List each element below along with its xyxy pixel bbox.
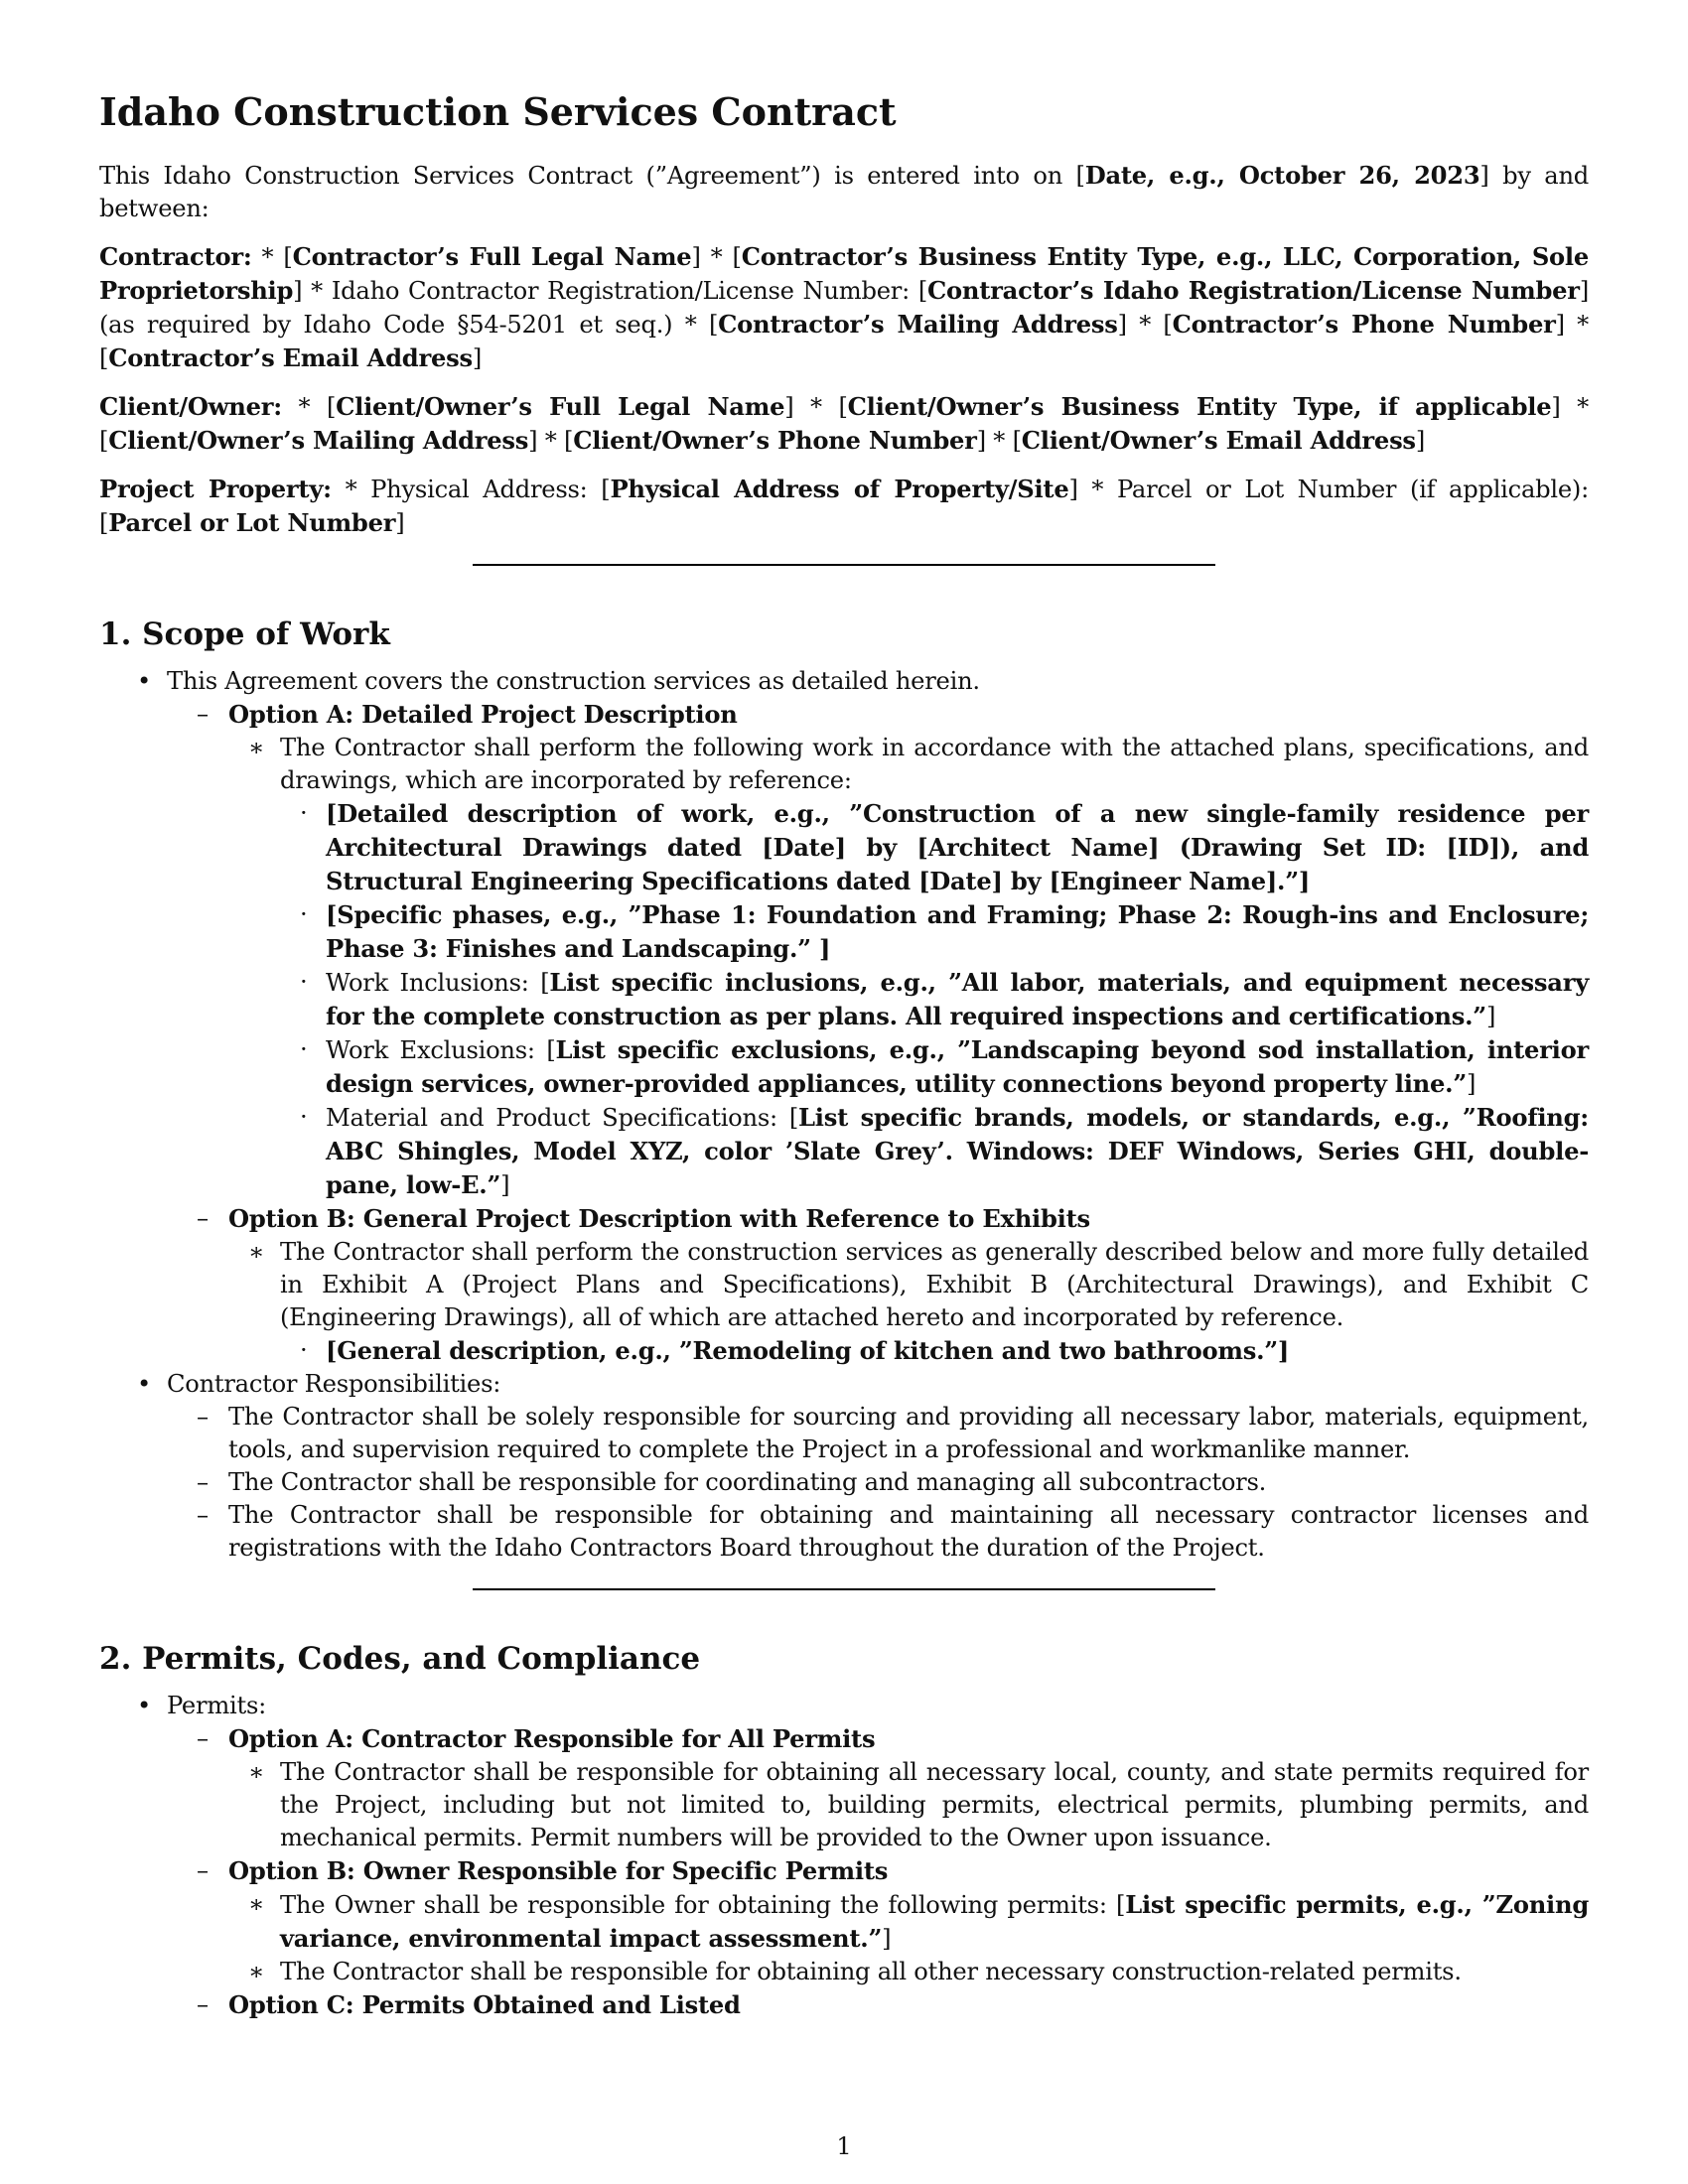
list-item bbox=[99, 1202, 1589, 1236]
star-marker: ∗ bbox=[248, 1958, 265, 1985]
option-title: Option A: Detailed Project Description bbox=[228, 700, 738, 729]
contract-page bbox=[99, 87, 1589, 2022]
list-item: – The Contractor shall be responsible for obtaining and maintaining all necessary contractor licenses and registrations with the Idaho Contractors Board throughout the duration of the Project. bbox=[197, 1501, 1589, 1562]
dash-marker: – bbox=[197, 1403, 209, 1431]
client-entity: Client/Owner’s Business Entity Type, if applicable bbox=[847, 392, 1552, 421]
dash-marker: – bbox=[197, 700, 209, 728]
list-item: · Work Inclusions: [List specific inclusions, e.g., ”All labor, materials, and equipment necessary for the complete construction as per plans. All required inspections and certifications.”] bbox=[300, 968, 1590, 1030]
list-item: • Permits: bbox=[99, 1690, 1589, 1722]
client-name: Client/Owner’s Full Legal Name bbox=[336, 392, 785, 421]
contractor-email: Contractor’s Email Address bbox=[108, 343, 473, 372]
bullet-marker: • bbox=[137, 1692, 152, 1719]
client-label: Client/Owner: bbox=[99, 392, 282, 421]
list-item: · Work Exclusions: [List specific exclusions, e.g., ”Landscaping beyond sod installation, interior design services, owner-provided appliances, utility connections beyond property line.”] bbox=[300, 1035, 1589, 1098]
list-item: • Contractor Responsibilities: bbox=[99, 1368, 1589, 1401]
property-block: Project Property: * Physical Address: [Physical Address of Property/Site] * Parcel or Lot Number (if applicable): [Parcel or Lot Number] bbox=[99, 475, 1589, 537]
list-item: • This Agreement covers the construction services as detailed herein. bbox=[99, 665, 1589, 698]
section-heading-scope: 1. Scope of Work bbox=[99, 616, 390, 652]
contractor-label: Contractor: bbox=[99, 242, 252, 271]
list-item: ∗ The Owner shall be responsible for obtaining the following permits: [List specific permits, e.g., ”Zoning variance, environmental impact assessment.”] bbox=[248, 1890, 1589, 1953]
dash-marker: – bbox=[197, 1990, 209, 2018]
list-item: · [General description, e.g., ”Remodeling of kitchen and two bathrooms.”] bbox=[300, 1336, 1290, 1365]
section-divider bbox=[473, 564, 1215, 566]
list-item bbox=[99, 1722, 1589, 1756]
dash-marker: – bbox=[197, 1501, 209, 1529]
list-item bbox=[99, 1988, 1589, 2022]
dot-marker: · bbox=[300, 1035, 308, 1063]
list-item: · [Specific phases, e.g., ”Phase 1: Foundation and Framing; Phase 2: Rough-ins and Enclosure; Phase 3: Finishes and Landscaping.” ] bbox=[300, 900, 1589, 963]
dash-marker: – bbox=[197, 1468, 209, 1496]
dash-marker: – bbox=[197, 1724, 209, 1752]
option-title: Option B: General Project Description with Reference to Exhibits bbox=[228, 1204, 1090, 1233]
client-email: Client/Owner’s Email Address bbox=[1021, 426, 1416, 455]
contractor-license: Contractor’s Idaho Registration/License Number bbox=[927, 276, 1580, 305]
section-heading-permits: 2. Permits, Codes, and Compliance bbox=[99, 1641, 701, 1677]
list-item: – The Contractor shall be solely responsible for sourcing and providing all necessary labor, materials, equipment, tools, and supervision required to complete the Project in a professional and workmanlike manner. bbox=[197, 1403, 1589, 1463]
dot-marker: · bbox=[300, 968, 308, 996]
list-item: – The Contractor shall be responsible for coordinating and managing all subcontractors. bbox=[99, 1466, 1589, 1499]
client-phone: Client/Owner’s Phone Number bbox=[573, 426, 977, 455]
list-item: · Material and Product Specifications: [List specific brands, models, or standards, e.g., ”Roofing: ABC Shingles, Model XYZ, color ’Slate Grey’. Windows: DEF Windows, Series GHI, double-pane, low-E.”] bbox=[300, 1103, 1589, 1199]
contractor-entity: Contractor’s Business Entity Type, e.g., LLC, Corporation, Sole Proprietorship bbox=[99, 242, 1589, 305]
bullet-marker: • bbox=[137, 667, 152, 695]
page-number: 1 bbox=[836, 2132, 852, 2160]
star-marker: ∗ bbox=[248, 1238, 265, 1266]
star-marker: ∗ bbox=[248, 1890, 265, 1918]
option-title: Option C: Permits Obtained and Listed bbox=[228, 1990, 741, 2019]
agreement-date: Date, e.g., October 26, 2023 bbox=[1084, 161, 1480, 190]
dash-marker: – bbox=[197, 1204, 209, 1232]
client-mailing: Client/Owner’s Mailing Address bbox=[108, 426, 529, 455]
list-item: · [Detailed description of work, e.g., ”Construction of a new single-family residence per Architectural Drawings dated [Date] by [Architect Name] (Drawing Set ID: [ID]), and Structural Engineering Specifications dated [Date] by [Engineer Name].”] bbox=[300, 799, 1589, 895]
dash-marker: – bbox=[197, 1856, 209, 1884]
section-divider bbox=[473, 1588, 1215, 1590]
option-title: Option A: Contractor Responsible for All Permits bbox=[228, 1724, 876, 1753]
dot-marker: · bbox=[300, 1336, 308, 1364]
list-item: ∗ The Contractor shall perform the following work in accordance with the attached plans, specifications, and drawings, which are incorporated by reference: bbox=[248, 734, 1589, 794]
dot-marker: · bbox=[300, 799, 308, 827]
contractor-name: Contractor’s Full Legal Name bbox=[292, 242, 692, 271]
list-item bbox=[99, 1854, 1589, 1888]
list-item: ∗ The Contractor shall perform the construction services as generally described below and more fully detailed in Exhibit A (Project Plans and Specifications), Exhibit B (Architectural Drawings), and Exhibit C (Engineering Drawings), all of which are attached hereto and incorporated by reference. bbox=[248, 1238, 1589, 1331]
contractor-mailing: Contractor’s Mailing Address bbox=[718, 310, 1118, 339]
dot-marker: · bbox=[300, 1103, 308, 1131]
star-marker: ∗ bbox=[248, 734, 265, 761]
client-block: Client/Owner: * [Client/Owner’s Full Legal Name] * [Client/Owner’s Business Entity Type, if applicable] * [Client/Owner’s Mailing Address] * [Client/Owner’s Phone Number] * [Client/Owner’s Email Address] bbox=[99, 392, 1590, 455]
dot-marker: · bbox=[300, 900, 308, 928]
property-address: Physical Address of Property/Site bbox=[610, 475, 1069, 503]
list-item: ∗ The Contractor shall be responsible for obtaining all other necessary construction-related permits. bbox=[99, 1956, 1589, 1988]
list-item bbox=[99, 698, 1589, 732]
document-title: Idaho Construction Services Contract bbox=[99, 89, 897, 134]
contractor-block: Contractor: * [Contractor’s Full Legal Name] * [Contractor’s Business Entity Type, e.g., LLC, Corporation, Sole Proprietorship] * Idaho Contractor Registration/License Number: [Contractor’s Idaho Registration/License Number] (as required by Idaho Code §54-5201 et seq.) * [Contractor’s Mailing Address] * [Contractor’s Phone Number] * [Contractor’s Email Address] bbox=[99, 242, 1590, 372]
list-item: ∗ The Contractor shall be responsible for obtaining all necessary local, county, and state permits required for the Project, including but not limited to, building permits, electrical permits, plumbing permits, and mechanical permits. Permit numbers will be provided to the Owner upon issuance. bbox=[248, 1758, 1589, 1851]
property-label: Project Property: bbox=[99, 475, 332, 503]
option-title: Option B: Owner Responsible for Specific Permits bbox=[228, 1856, 889, 1885]
contractor-phone: Contractor’s Phone Number bbox=[1172, 310, 1556, 339]
intro-paragraph: This Idaho Construction Services Contract (”Agreement”) is entered into on [Date, e.g., October 26, 2023] by and between: bbox=[99, 161, 1589, 222]
property-parcel: Parcel or Lot Number bbox=[108, 508, 396, 537]
bullet-marker: • bbox=[137, 1370, 152, 1398]
star-marker: ∗ bbox=[248, 1758, 265, 1786]
